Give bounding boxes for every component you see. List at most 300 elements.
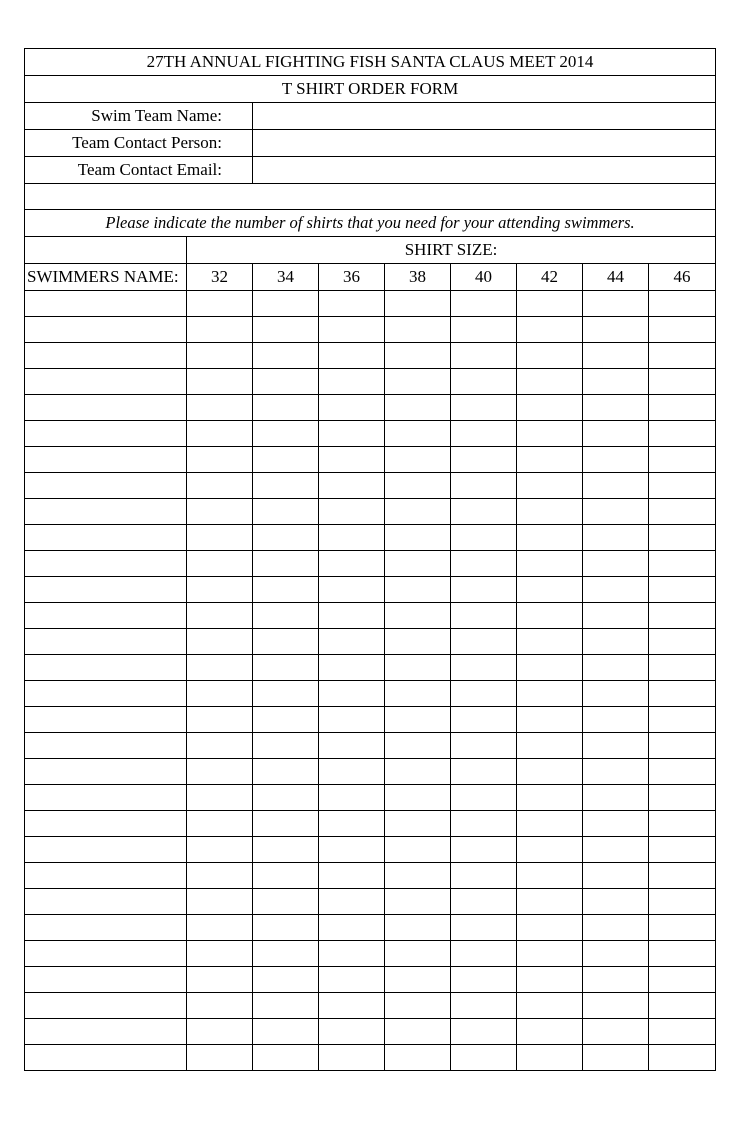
swimmer-name-cell[interactable]	[25, 1045, 187, 1071]
size-44-quantity-cell[interactable]	[583, 967, 649, 993]
size-40-quantity-cell[interactable]	[451, 421, 517, 447]
size-44-quantity-cell[interactable]	[583, 1019, 649, 1045]
swimmer-row	[25, 473, 716, 499]
size-42-quantity-cell[interactable]	[517, 369, 583, 395]
size-42-quantity-cell[interactable]	[517, 785, 583, 811]
size-34-quantity-cell[interactable]	[253, 733, 319, 759]
size-44-quantity-cell[interactable]	[583, 603, 649, 629]
size-32-quantity-cell[interactable]	[187, 525, 253, 551]
size-36-quantity-cell[interactable]	[319, 395, 385, 421]
size-46-quantity-cell[interactable]	[649, 837, 716, 863]
size-32-quantity-cell[interactable]	[187, 785, 253, 811]
size-44-quantity-cell[interactable]	[583, 681, 649, 707]
size-42-quantity-cell[interactable]	[517, 967, 583, 993]
size-46-quantity-cell[interactable]	[649, 317, 716, 343]
swimmer-name-cell[interactable]	[25, 655, 187, 681]
swimmer-row	[25, 707, 716, 733]
size-46-quantity-cell[interactable]	[649, 421, 716, 447]
instruction-row	[25, 210, 716, 237]
size-46-quantity-cell[interactable]	[649, 759, 716, 785]
size-32-quantity-cell[interactable]	[187, 577, 253, 603]
size-36-quantity-cell[interactable]	[319, 941, 385, 967]
swimmer-name-cell[interactable]	[25, 447, 187, 473]
size-40-quantity-cell[interactable]	[451, 343, 517, 369]
size-40-quantity-cell[interactable]	[451, 889, 517, 915]
swimmer-name-cell[interactable]	[25, 863, 187, 889]
size-38-quantity-cell[interactable]	[385, 993, 451, 1019]
size-44-quantity-cell[interactable]	[583, 473, 649, 499]
size-38-quantity-cell[interactable]	[385, 1045, 451, 1071]
swimmer-row	[25, 967, 716, 993]
size-42-quantity-cell[interactable]	[517, 1045, 583, 1071]
size-32-quantity-cell[interactable]	[187, 837, 253, 863]
swimmer-row	[25, 369, 716, 395]
size-42-quantity-cell[interactable]	[517, 525, 583, 551]
size-34-quantity-cell[interactable]	[253, 941, 319, 967]
swimmer-name-cell[interactable]	[25, 811, 187, 837]
size-38-quantity-cell[interactable]	[385, 655, 451, 681]
size-40-quantity-cell[interactable]	[451, 759, 517, 785]
swimmer-name-cell[interactable]	[25, 551, 187, 577]
swimmer-name-cell[interactable]	[25, 967, 187, 993]
size-46-quantity-cell[interactable]	[649, 785, 716, 811]
size-34-quantity-cell[interactable]	[253, 863, 319, 889]
size-40-quantity-cell[interactable]	[451, 733, 517, 759]
size-34-quantity-cell[interactable]	[253, 1019, 319, 1045]
size-36-quantity-cell[interactable]	[319, 707, 385, 733]
size-34-quantity-cell[interactable]	[253, 447, 319, 473]
size-34-quantity-cell[interactable]	[253, 369, 319, 395]
size-32-quantity-cell[interactable]	[187, 551, 253, 577]
size-42-quantity-cell[interactable]	[517, 863, 583, 889]
size-44-quantity-cell[interactable]	[583, 369, 649, 395]
size-32-quantity-cell[interactable]	[187, 889, 253, 915]
size-38-quantity-cell[interactable]	[385, 941, 451, 967]
size-40-quantity-cell[interactable]	[451, 603, 517, 629]
size-38-quantity-cell[interactable]	[385, 733, 451, 759]
size-36-quantity-cell[interactable]	[319, 837, 385, 863]
size-44-quantity-cell[interactable]	[583, 421, 649, 447]
size-34-quantity-cell[interactable]	[253, 577, 319, 603]
size-32-quantity-cell[interactable]	[187, 447, 253, 473]
size-38-quantity-cell[interactable]	[385, 369, 451, 395]
size-44-quantity-cell[interactable]	[583, 655, 649, 681]
size-34-quantity-cell[interactable]	[253, 837, 319, 863]
size-42-quantity-cell[interactable]	[517, 993, 583, 1019]
size-44-quantity-cell[interactable]	[583, 291, 649, 317]
size-44-quantity-cell[interactable]	[583, 317, 649, 343]
size-header-40: 40	[451, 264, 517, 291]
size-40-quantity-cell[interactable]	[451, 317, 517, 343]
size-40-quantity-cell[interactable]	[451, 499, 517, 525]
swimmer-name-cell[interactable]	[25, 369, 187, 395]
size-46-quantity-cell[interactable]	[649, 499, 716, 525]
size-34-quantity-cell[interactable]	[253, 889, 319, 915]
size-32-quantity-cell[interactable]	[187, 343, 253, 369]
size-46-quantity-cell[interactable]	[649, 525, 716, 551]
size-42-quantity-cell[interactable]	[517, 759, 583, 785]
size-36-quantity-cell[interactable]	[319, 291, 385, 317]
size-46-quantity-cell[interactable]	[649, 811, 716, 837]
swimmer-name-cell[interactable]	[25, 499, 187, 525]
swimmer-name-cell[interactable]	[25, 291, 187, 317]
size-40-quantity-cell[interactable]	[451, 447, 517, 473]
size-40-quantity-cell[interactable]	[451, 395, 517, 421]
size-36-quantity-cell[interactable]	[319, 785, 385, 811]
swimmer-name-cell[interactable]	[25, 343, 187, 369]
size-34-quantity-cell[interactable]	[253, 967, 319, 993]
size-46-quantity-cell[interactable]	[649, 941, 716, 967]
swimmer-name-cell[interactable]	[25, 837, 187, 863]
size-44-quantity-cell[interactable]	[583, 499, 649, 525]
size-38-quantity-cell[interactable]	[385, 343, 451, 369]
size-36-quantity-cell[interactable]	[319, 863, 385, 889]
size-46-quantity-cell[interactable]	[649, 603, 716, 629]
swimmer-row	[25, 1045, 716, 1071]
size-42-quantity-cell[interactable]	[517, 343, 583, 369]
size-38-quantity-cell[interactable]	[385, 629, 451, 655]
size-40-quantity-cell[interactable]	[451, 1019, 517, 1045]
size-32-quantity-cell[interactable]	[187, 681, 253, 707]
swimmer-name-cell[interactable]	[25, 421, 187, 447]
size-44-quantity-cell[interactable]	[583, 707, 649, 733]
size-36-quantity-cell[interactable]	[319, 525, 385, 551]
size-38-quantity-cell[interactable]	[385, 317, 451, 343]
size-40-quantity-cell[interactable]	[451, 369, 517, 395]
size-36-quantity-cell[interactable]	[319, 811, 385, 837]
swimmer-row	[25, 915, 716, 941]
size-42-quantity-cell[interactable]	[517, 421, 583, 447]
size-38-quantity-cell[interactable]	[385, 395, 451, 421]
size-42-quantity-cell[interactable]	[517, 655, 583, 681]
size-44-quantity-cell[interactable]	[583, 993, 649, 1019]
size-42-quantity-cell[interactable]	[517, 1019, 583, 1045]
swimmer-name-cell[interactable]	[25, 577, 187, 603]
swimmer-name-cell[interactable]	[25, 915, 187, 941]
size-46-quantity-cell[interactable]	[649, 655, 716, 681]
swimmer-name-cell[interactable]	[25, 525, 187, 551]
size-42-quantity-cell[interactable]	[517, 291, 583, 317]
size-32-quantity-cell[interactable]	[187, 473, 253, 499]
size-40-quantity-cell[interactable]	[451, 629, 517, 655]
swimmer-name-cell[interactable]	[25, 681, 187, 707]
size-44-quantity-cell[interactable]	[583, 551, 649, 577]
size-46-quantity-cell[interactable]	[649, 291, 716, 317]
size-32-quantity-cell[interactable]	[187, 291, 253, 317]
size-32-quantity-cell[interactable]	[187, 915, 253, 941]
swimmer-name-cell[interactable]	[25, 785, 187, 811]
size-46-quantity-cell[interactable]	[649, 473, 716, 499]
size-34-quantity-cell[interactable]	[253, 629, 319, 655]
size-42-quantity-cell[interactable]	[517, 447, 583, 473]
size-34-quantity-cell[interactable]	[253, 421, 319, 447]
size-36-quantity-cell[interactable]	[319, 967, 385, 993]
swimmer-row	[25, 421, 716, 447]
size-42-quantity-cell[interactable]	[517, 473, 583, 499]
swimmer-row	[25, 811, 716, 837]
size-32-quantity-cell[interactable]	[187, 369, 253, 395]
size-40-quantity-cell[interactable]	[451, 473, 517, 499]
team-contact-email-field[interactable]	[253, 157, 716, 184]
size-40-quantity-cell[interactable]	[451, 811, 517, 837]
size-38-quantity-cell[interactable]	[385, 785, 451, 811]
team-contact-person-field[interactable]	[253, 130, 716, 157]
size-40-quantity-cell[interactable]	[451, 837, 517, 863]
size-36-quantity-cell[interactable]	[319, 1019, 385, 1045]
size-36-quantity-cell[interactable]	[319, 889, 385, 915]
swimmer-name-cell[interactable]	[25, 629, 187, 655]
size-32-quantity-cell[interactable]	[187, 811, 253, 837]
size-38-quantity-cell[interactable]	[385, 915, 451, 941]
swimmer-name-cell[interactable]	[25, 317, 187, 343]
size-34-quantity-cell[interactable]	[253, 707, 319, 733]
size-44-quantity-cell[interactable]	[583, 733, 649, 759]
size-40-quantity-cell[interactable]	[451, 291, 517, 317]
size-44-quantity-cell[interactable]	[583, 915, 649, 941]
size-36-quantity-cell[interactable]	[319, 603, 385, 629]
size-44-quantity-cell[interactable]	[583, 525, 649, 551]
size-46-quantity-cell[interactable]	[649, 915, 716, 941]
size-44-quantity-cell[interactable]	[583, 759, 649, 785]
swim-team-name-field[interactable]	[253, 103, 716, 130]
size-32-quantity-cell[interactable]	[187, 317, 253, 343]
size-42-quantity-cell[interactable]	[517, 395, 583, 421]
size-46-quantity-cell[interactable]	[649, 1045, 716, 1071]
size-38-quantity-cell[interactable]	[385, 603, 451, 629]
size-36-quantity-cell[interactable]	[319, 369, 385, 395]
team-contact-email-label: Team Contact Email:	[25, 157, 253, 184]
size-32-quantity-cell[interactable]	[187, 993, 253, 1019]
size-40-quantity-cell[interactable]	[451, 655, 517, 681]
size-42-quantity-cell[interactable]	[517, 811, 583, 837]
swimmer-row	[25, 343, 716, 369]
size-38-quantity-cell[interactable]	[385, 863, 451, 889]
size-38-quantity-cell[interactable]	[385, 551, 451, 577]
size-44-quantity-cell[interactable]	[583, 577, 649, 603]
size-46-quantity-cell[interactable]	[649, 629, 716, 655]
size-40-quantity-cell[interactable]	[451, 785, 517, 811]
size-36-quantity-cell[interactable]	[319, 421, 385, 447]
size-32-quantity-cell[interactable]	[187, 499, 253, 525]
size-38-quantity-cell[interactable]	[385, 681, 451, 707]
size-34-quantity-cell[interactable]	[253, 681, 319, 707]
size-32-quantity-cell[interactable]	[187, 759, 253, 785]
size-header-32: 32	[187, 264, 253, 291]
size-38-quantity-cell[interactable]	[385, 967, 451, 993]
size-38-quantity-cell[interactable]	[385, 473, 451, 499]
size-40-quantity-cell[interactable]	[451, 551, 517, 577]
size-40-quantity-cell[interactable]	[451, 577, 517, 603]
size-42-quantity-cell[interactable]	[517, 915, 583, 941]
size-36-quantity-cell[interactable]	[319, 681, 385, 707]
size-44-quantity-cell[interactable]	[583, 343, 649, 369]
size-36-quantity-cell[interactable]	[319, 577, 385, 603]
size-32-quantity-cell[interactable]	[187, 1019, 253, 1045]
size-36-quantity-cell[interactable]	[319, 551, 385, 577]
size-40-quantity-cell[interactable]	[451, 525, 517, 551]
size-34-quantity-cell[interactable]	[253, 915, 319, 941]
size-46-quantity-cell[interactable]	[649, 707, 716, 733]
size-38-quantity-cell[interactable]	[385, 577, 451, 603]
size-42-quantity-cell[interactable]	[517, 941, 583, 967]
size-32-quantity-cell[interactable]	[187, 967, 253, 993]
swimmer-row	[25, 733, 716, 759]
swimmer-name-cell[interactable]	[25, 889, 187, 915]
size-44-quantity-cell[interactable]	[583, 837, 649, 863]
size-46-quantity-cell[interactable]	[649, 993, 716, 1019]
size-36-quantity-cell[interactable]	[319, 473, 385, 499]
size-46-quantity-cell[interactable]	[649, 577, 716, 603]
size-40-quantity-cell[interactable]	[451, 707, 517, 733]
size-42-quantity-cell[interactable]	[517, 707, 583, 733]
size-34-quantity-cell[interactable]	[253, 395, 319, 421]
blank-spacer-cell	[25, 184, 716, 210]
size-32-quantity-cell[interactable]	[187, 863, 253, 889]
size-40-quantity-cell[interactable]	[451, 1045, 517, 1071]
swimmer-name-cell[interactable]	[25, 395, 187, 421]
swimmer-row	[25, 1019, 716, 1045]
size-38-quantity-cell[interactable]	[385, 499, 451, 525]
size-36-quantity-cell[interactable]	[319, 317, 385, 343]
size-46-quantity-cell[interactable]	[649, 681, 716, 707]
size-36-quantity-cell[interactable]	[319, 499, 385, 525]
size-42-quantity-cell[interactable]	[517, 499, 583, 525]
size-42-quantity-cell[interactable]	[517, 629, 583, 655]
size-42-quantity-cell[interactable]	[517, 681, 583, 707]
size-32-quantity-cell[interactable]	[187, 603, 253, 629]
field-row-contact-email	[25, 157, 716, 184]
size-44-quantity-cell[interactable]	[583, 447, 649, 473]
size-42-quantity-cell[interactable]	[517, 837, 583, 863]
size-44-quantity-cell[interactable]	[583, 629, 649, 655]
size-34-quantity-cell[interactable]	[253, 811, 319, 837]
swimmer-row	[25, 629, 716, 655]
size-34-quantity-cell[interactable]	[253, 1045, 319, 1071]
size-36-quantity-cell[interactable]	[319, 655, 385, 681]
size-header-44: 44	[583, 264, 649, 291]
size-42-quantity-cell[interactable]	[517, 603, 583, 629]
size-40-quantity-cell[interactable]	[451, 941, 517, 967]
swimmer-name-cell[interactable]	[25, 733, 187, 759]
size-32-quantity-cell[interactable]	[187, 707, 253, 733]
size-36-quantity-cell[interactable]	[319, 993, 385, 1019]
size-38-quantity-cell[interactable]	[385, 759, 451, 785]
size-44-quantity-cell[interactable]	[583, 811, 649, 837]
size-34-quantity-cell[interactable]	[253, 655, 319, 681]
size-40-quantity-cell[interactable]	[451, 915, 517, 941]
size-34-quantity-cell[interactable]	[253, 343, 319, 369]
size-32-quantity-cell[interactable]	[187, 629, 253, 655]
size-34-quantity-cell[interactable]	[253, 759, 319, 785]
swimmer-row	[25, 889, 716, 915]
size-38-quantity-cell[interactable]	[385, 889, 451, 915]
swimmer-name-cell[interactable]	[25, 603, 187, 629]
swimmer-name-cell[interactable]	[25, 707, 187, 733]
size-38-quantity-cell[interactable]	[385, 1019, 451, 1045]
size-42-quantity-cell[interactable]	[517, 551, 583, 577]
swimmer-name-cell[interactable]	[25, 993, 187, 1019]
size-44-quantity-cell[interactable]	[583, 863, 649, 889]
size-46-quantity-cell[interactable]	[649, 863, 716, 889]
size-42-quantity-cell[interactable]	[517, 889, 583, 915]
swimmer-name-cell[interactable]	[25, 1019, 187, 1045]
swimmer-row	[25, 551, 716, 577]
size-42-quantity-cell[interactable]	[517, 733, 583, 759]
size-34-quantity-cell[interactable]	[253, 291, 319, 317]
size-40-quantity-cell[interactable]	[451, 967, 517, 993]
size-46-quantity-cell[interactable]	[649, 967, 716, 993]
size-38-quantity-cell[interactable]	[385, 525, 451, 551]
shirt-size-heading: SHIRT SIZE:	[187, 237, 716, 264]
swimmer-name-cell[interactable]	[25, 941, 187, 967]
size-36-quantity-cell[interactable]	[319, 343, 385, 369]
size-36-quantity-cell[interactable]	[319, 1045, 385, 1071]
swimmer-row	[25, 499, 716, 525]
size-34-quantity-cell[interactable]	[253, 993, 319, 1019]
size-32-quantity-cell[interactable]	[187, 655, 253, 681]
size-44-quantity-cell[interactable]	[583, 785, 649, 811]
form-title: 27TH ANNUAL FIGHTING FISH SANTA CLAUS MEET 2014	[25, 49, 716, 76]
size-38-quantity-cell[interactable]	[385, 811, 451, 837]
size-46-quantity-cell[interactable]	[649, 733, 716, 759]
size-34-quantity-cell[interactable]	[253, 317, 319, 343]
size-32-quantity-cell[interactable]	[187, 941, 253, 967]
size-32-quantity-cell[interactable]	[187, 733, 253, 759]
size-38-quantity-cell[interactable]	[385, 447, 451, 473]
size-header-46: 46	[649, 264, 716, 291]
size-36-quantity-cell[interactable]	[319, 629, 385, 655]
size-header-36: 36	[319, 264, 385, 291]
size-34-quantity-cell[interactable]	[253, 603, 319, 629]
size-32-quantity-cell[interactable]	[187, 395, 253, 421]
size-34-quantity-cell[interactable]	[253, 473, 319, 499]
size-46-quantity-cell[interactable]	[649, 1019, 716, 1045]
size-44-quantity-cell[interactable]	[583, 941, 649, 967]
size-46-quantity-cell[interactable]	[649, 551, 716, 577]
size-42-quantity-cell[interactable]	[517, 317, 583, 343]
size-40-quantity-cell[interactable]	[451, 993, 517, 1019]
size-38-quantity-cell[interactable]	[385, 421, 451, 447]
size-46-quantity-cell[interactable]	[649, 447, 716, 473]
size-32-quantity-cell[interactable]	[187, 1045, 253, 1071]
size-36-quantity-cell[interactable]	[319, 759, 385, 785]
size-38-quantity-cell[interactable]	[385, 837, 451, 863]
size-38-quantity-cell[interactable]	[385, 707, 451, 733]
size-40-quantity-cell[interactable]	[451, 863, 517, 889]
size-46-quantity-cell[interactable]	[649, 369, 716, 395]
size-34-quantity-cell[interactable]	[253, 499, 319, 525]
size-44-quantity-cell[interactable]	[583, 395, 649, 421]
size-42-quantity-cell[interactable]	[517, 577, 583, 603]
size-44-quantity-cell[interactable]	[583, 1045, 649, 1071]
size-32-quantity-cell[interactable]	[187, 421, 253, 447]
swimmer-name-cell[interactable]	[25, 473, 187, 499]
swimmer-name-cell[interactable]	[25, 759, 187, 785]
size-40-quantity-cell[interactable]	[451, 681, 517, 707]
size-44-quantity-cell[interactable]	[583, 889, 649, 915]
size-34-quantity-cell[interactable]	[253, 525, 319, 551]
size-46-quantity-cell[interactable]	[649, 343, 716, 369]
size-46-quantity-cell[interactable]	[649, 395, 716, 421]
size-46-quantity-cell[interactable]	[649, 889, 716, 915]
team-contact-person-label: Team Contact Person:	[25, 130, 253, 157]
size-36-quantity-cell[interactable]	[319, 447, 385, 473]
size-34-quantity-cell[interactable]	[253, 785, 319, 811]
size-38-quantity-cell[interactable]	[385, 291, 451, 317]
size-34-quantity-cell[interactable]	[253, 551, 319, 577]
size-36-quantity-cell[interactable]	[319, 915, 385, 941]
size-36-quantity-cell[interactable]	[319, 733, 385, 759]
